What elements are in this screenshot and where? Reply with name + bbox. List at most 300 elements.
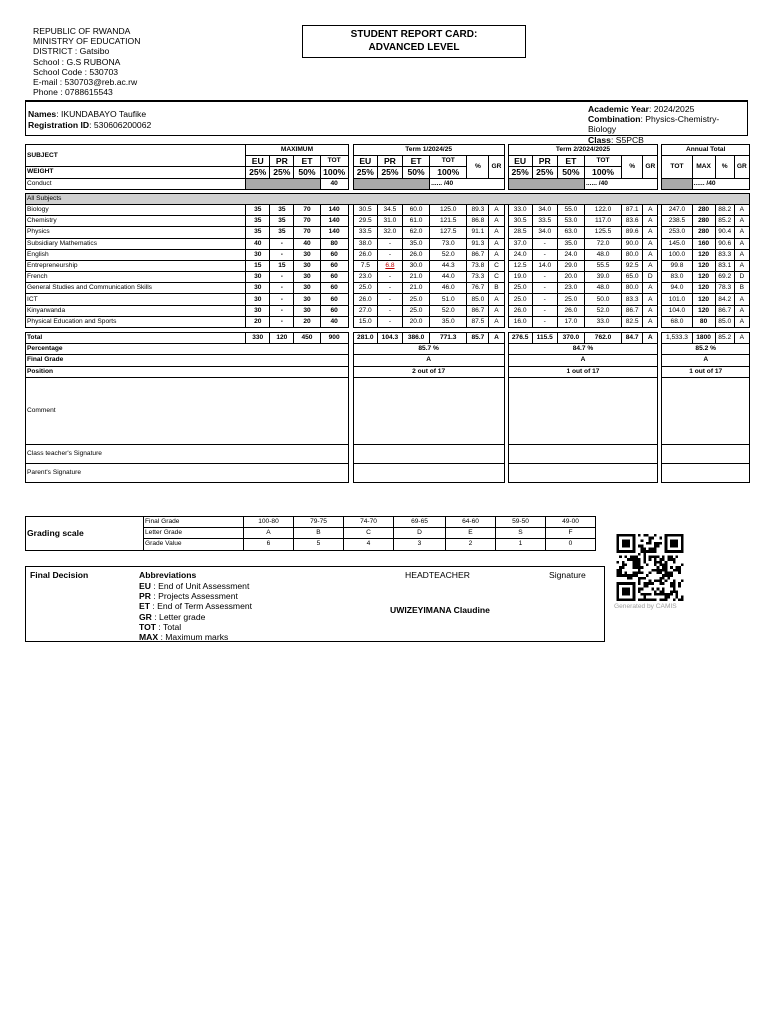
- term1-tot: 121.5: [430, 216, 467, 227]
- student-info-box: [25, 100, 748, 145]
- headteacher-label: HEADTEACHER: [405, 570, 470, 580]
- annual-max: 120: [692, 260, 715, 271]
- col-pct: %: [622, 156, 643, 178]
- term2-gr: A: [643, 249, 658, 260]
- weight-et: 50%: [557, 167, 584, 178]
- max-et: 20: [294, 316, 320, 327]
- total-t1-pct: 85.7: [467, 333, 489, 344]
- term2-tot: 117.0: [584, 216, 621, 227]
- all-subjects-label: All Subjects: [26, 193, 750, 204]
- term1-tot: 73.0: [430, 238, 467, 249]
- annual-gr: A: [734, 260, 749, 271]
- term1-tot: 127.5: [430, 227, 467, 238]
- weight-tot: 100%: [320, 167, 348, 178]
- final-decision-title: Final Decision: [30, 570, 89, 580]
- title-line1: STUDENT REPORT CARD:: [350, 29, 478, 40]
- term2-eu: 28.5: [508, 227, 532, 238]
- weight-pr: 25%: [532, 167, 557, 178]
- max-eu: 30: [246, 249, 270, 260]
- grading-cell: 69-65: [394, 517, 446, 528]
- term1-tot: 44.3: [430, 260, 467, 271]
- max-et: 30: [294, 272, 320, 283]
- percentage-label: Percentage: [26, 344, 349, 355]
- grading-cell: 0: [546, 539, 596, 550]
- term1-eu: 23.0: [353, 272, 377, 283]
- max-pr: -: [270, 249, 294, 260]
- max-et: 30: [294, 260, 320, 271]
- term1-eu: 26.0: [353, 249, 377, 260]
- max-et: 30: [294, 249, 320, 260]
- term1-eu: 30.5: [353, 204, 377, 215]
- term1-header: Term 1/2024/25: [353, 145, 504, 156]
- annual-max: 160: [692, 238, 715, 249]
- total-t1-tot: 771.3: [430, 333, 467, 344]
- total-max-et: 450: [294, 333, 320, 344]
- term1-gr: C: [489, 272, 504, 283]
- annual-max: 120: [692, 249, 715, 260]
- max-pr: -: [270, 294, 294, 305]
- annual-pct: 90.4: [715, 227, 734, 238]
- col-eu: EU: [353, 156, 377, 167]
- term2-pr: -: [532, 238, 557, 249]
- term1-pct: 85.0: [467, 294, 489, 305]
- conduct-term2: ...... /40: [584, 178, 657, 189]
- final-grade-label: Final Grade: [26, 355, 349, 366]
- term1-et: 60.0: [403, 204, 430, 215]
- grading-scale-table: [25, 516, 596, 551]
- max-eu: 30: [246, 272, 270, 283]
- term1-pct: 86.7: [467, 249, 489, 260]
- col-gr: GR: [734, 156, 749, 178]
- term1-pr: -: [377, 272, 402, 283]
- term2-gr: A: [643, 216, 658, 227]
- max-tot: 60: [320, 249, 348, 260]
- term2-eu: 16.0: [508, 316, 532, 327]
- annual-tot: 247.0: [662, 204, 692, 215]
- max-eu: 30: [246, 305, 270, 316]
- term2-eu: 25.0: [508, 294, 532, 305]
- term1-tot: 125.0: [430, 204, 467, 215]
- term1-et: 25.0: [403, 305, 430, 316]
- weight-tot: 100%: [430, 167, 467, 178]
- term1-tot: 52.0: [430, 249, 467, 260]
- total-annual-tot: 1,533.3: [662, 333, 692, 344]
- annual-pct: 85.2: [715, 216, 734, 227]
- total-t2-pct: 84.7: [622, 333, 643, 344]
- col-et: ET: [403, 156, 430, 167]
- term2-gr: A: [643, 238, 658, 249]
- school-code: School Code : 530703: [33, 66, 119, 77]
- abbreviation-item: GR : Letter grade: [139, 611, 206, 622]
- max-pr: 35: [270, 216, 294, 227]
- term2-pct: 80.0: [622, 249, 643, 260]
- max-tot: 60: [320, 294, 348, 305]
- position-term1: 2 out of 17: [353, 366, 504, 377]
- term1-et: 35.0: [403, 238, 430, 249]
- weight-tot: 100%: [584, 167, 621, 178]
- grading-cell: 4: [344, 539, 394, 550]
- term2-et: 53.0: [557, 216, 584, 227]
- grading-cell: 3: [394, 539, 446, 550]
- weight-label: WEIGHT: [26, 167, 246, 178]
- term2-et: 29.0: [557, 260, 584, 271]
- term2-pr: 34.0: [532, 227, 557, 238]
- term2-pr: -: [532, 272, 557, 283]
- term1-pr: -: [377, 238, 402, 249]
- subject-name: General Studies and Communication Skills: [26, 283, 246, 294]
- total-annual-gr: A: [734, 333, 749, 344]
- subject-name: English: [26, 249, 246, 260]
- annual-max: 120: [692, 272, 715, 283]
- term1-et: 21.0: [403, 283, 430, 294]
- max-tot: 140: [320, 227, 348, 238]
- position-term2: 1 out of 17: [508, 366, 658, 377]
- grading-cell: 49-00: [546, 517, 596, 528]
- annual-max: 280: [692, 227, 715, 238]
- term2-eu: 24.0: [508, 249, 532, 260]
- grading-cell: E: [446, 528, 496, 539]
- annual-pct: 85.0: [715, 316, 734, 327]
- term2-pr: -: [532, 283, 557, 294]
- annual-pct: 90.6: [715, 238, 734, 249]
- weight-et: 50%: [294, 167, 320, 178]
- country: REPUBLIC OF RWANDA: [33, 26, 131, 36]
- term2-pr: 33.5: [532, 216, 557, 227]
- subject-row: [26, 283, 750, 294]
- annual-gr: D: [734, 272, 749, 283]
- col-max: MAX: [692, 156, 715, 178]
- term1-pr: -: [377, 305, 402, 316]
- academic-year: Academic Year: 2024/2025: [588, 104, 695, 114]
- max-pr: -: [270, 305, 294, 316]
- total-t1-eu: 281.0: [353, 333, 377, 344]
- term1-gr: A: [489, 249, 504, 260]
- total-annual-pct: 85.2: [715, 333, 734, 344]
- annual-gr: A: [734, 227, 749, 238]
- term2-pr: -: [532, 316, 557, 327]
- term2-gr: A: [643, 294, 658, 305]
- total-t1-pr: 104.3: [377, 333, 402, 344]
- term1-eu: 25.0: [353, 283, 377, 294]
- subject-name: Chemistry: [26, 216, 246, 227]
- term1-gr: A: [489, 294, 504, 305]
- ministry: MINISTRY OF EDUCATION: [33, 36, 141, 47]
- term2-et: 63.0: [557, 227, 584, 238]
- grading-cell: A: [244, 528, 294, 539]
- total-t2-pr: 115.5: [532, 333, 557, 344]
- term2-et: 20.0: [557, 272, 584, 283]
- term2-pr: -: [532, 294, 557, 305]
- max-eu: 40: [246, 238, 270, 249]
- term1-pct: 86.7: [467, 305, 489, 316]
- max-tot: 140: [320, 216, 348, 227]
- parent-signature-annual: [662, 463, 750, 482]
- subject-name: Physical Education and Sports: [26, 316, 246, 327]
- term2-pct: 92.5: [622, 260, 643, 271]
- school-email: E-mail : 530703@reb.ac.rw: [33, 77, 138, 88]
- annual-pct: 83.3: [715, 249, 734, 260]
- term1-pr: 34.5: [377, 204, 402, 215]
- col-gr: GR: [643, 156, 658, 178]
- annual-tot: 94.0: [662, 283, 692, 294]
- max-eu: 30: [246, 294, 270, 305]
- term2-pct: 82.5: [622, 316, 643, 327]
- conduct-label: Conduct: [26, 178, 246, 189]
- term2-pct: 90.0: [622, 238, 643, 249]
- annual-gr: A: [734, 316, 749, 327]
- annual-gr: A: [734, 204, 749, 215]
- term2-et: 17.0: [557, 316, 584, 327]
- subject-row: [26, 272, 750, 283]
- annual-gr: A: [734, 216, 749, 227]
- term2-eu: 26.0: [508, 305, 532, 316]
- term1-pr: 6.8: [377, 260, 402, 271]
- annual-pct: 69.2: [715, 272, 734, 283]
- term2-pct: 83.6: [622, 216, 643, 227]
- max-et: 70: [294, 227, 320, 238]
- col-et: ET: [557, 156, 584, 167]
- term2-tot: 33.0: [584, 316, 621, 327]
- teacher-signature-annual: [662, 444, 750, 463]
- grading-cell: 79-75: [294, 517, 344, 528]
- grading-cell: 74-70: [344, 517, 394, 528]
- col-eu: EU: [246, 156, 270, 167]
- term2-et: 55.0: [557, 204, 584, 215]
- max-et: 70: [294, 204, 320, 215]
- term1-pct: 76.7: [467, 283, 489, 294]
- subject-name: Subsidiary Mathematics: [26, 238, 246, 249]
- qr-code: [614, 534, 686, 601]
- term2-et: 24.0: [557, 249, 584, 260]
- term1-et: 26.0: [403, 249, 430, 260]
- annual-tot: 100.0: [662, 249, 692, 260]
- total-max-eu: 330: [246, 333, 270, 344]
- grading-cell: 64-60: [446, 517, 496, 528]
- term2-eu: 12.5: [508, 260, 532, 271]
- grading-row-label: Final Grade: [144, 517, 244, 528]
- term2-pct: 89.6: [622, 227, 643, 238]
- term1-pr: -: [377, 283, 402, 294]
- col-tot: TOT: [662, 156, 692, 178]
- max-tot: 140: [320, 204, 348, 215]
- conduct-term1: ...... /40: [430, 178, 504, 189]
- weight-et: 50%: [403, 167, 430, 178]
- term1-gr: A: [489, 238, 504, 249]
- term2-tot: 55.5: [584, 260, 621, 271]
- annual-tot: 101.0: [662, 294, 692, 305]
- max-pr: 15: [270, 260, 294, 271]
- term1-gr: C: [489, 260, 504, 271]
- term2-gr: D: [643, 272, 658, 283]
- max-et: 70: [294, 216, 320, 227]
- annual-gr: A: [734, 305, 749, 316]
- annual-tot: 99.8: [662, 260, 692, 271]
- school-name: School : G.S RUBONA: [33, 56, 121, 67]
- comment-label: Comment: [26, 377, 349, 444]
- annual-pct: 88.2: [715, 204, 734, 215]
- col-pr: PR: [532, 156, 557, 167]
- subject-name: Biology: [26, 204, 246, 215]
- term2-header: Term 2/2024/2025: [508, 145, 658, 156]
- final-grade-term1: A: [353, 355, 504, 366]
- class-name: Class: S5PCB: [588, 134, 644, 145]
- grading-cell: 5: [294, 539, 344, 550]
- annual-max: 280: [692, 204, 715, 215]
- grading-scale-title: Grading scale: [26, 517, 144, 551]
- subject-row: [26, 260, 750, 271]
- term1-pct: 91.1: [467, 227, 489, 238]
- term2-pct: 87.1: [622, 204, 643, 215]
- max-pr: 35: [270, 227, 294, 238]
- term2-tot: 50.0: [584, 294, 621, 305]
- term2-eu: 37.0: [508, 238, 532, 249]
- term2-eu: 33.0: [508, 204, 532, 215]
- col-tot: TOT: [320, 156, 348, 167]
- term2-eu: 25.0: [508, 283, 532, 294]
- term2-eu: 30.5: [508, 216, 532, 227]
- term2-gr: A: [643, 316, 658, 327]
- abbreviation-item: TOT : Total: [139, 621, 182, 632]
- combination: Combination: Physics-Chemistry-Biology: [588, 114, 720, 135]
- marks-table: [25, 144, 750, 483]
- term1-tot: 44.0: [430, 272, 467, 283]
- term1-pr: 32.0: [377, 227, 402, 238]
- abbreviation-item: PR : Projects Assessment: [139, 591, 238, 602]
- term1-gr: A: [489, 305, 504, 316]
- term1-et: 61.0: [403, 216, 430, 227]
- term2-pr: -: [532, 249, 557, 260]
- total-max-tot: 900: [320, 333, 348, 344]
- col-tot: TOT: [430, 156, 467, 167]
- max-pr: -: [270, 272, 294, 283]
- comment-term1: [353, 377, 504, 444]
- max-tot: 60: [320, 272, 348, 283]
- term2-pr: 34.0: [532, 204, 557, 215]
- term1-pct: 86.8: [467, 216, 489, 227]
- annual-tot: 238.5: [662, 216, 692, 227]
- annual-tot: 104.0: [662, 305, 692, 316]
- term1-pct: 73.8: [467, 260, 489, 271]
- max-eu: 35: [246, 227, 270, 238]
- max-eu: 35: [246, 204, 270, 215]
- parent-signature-term1: [353, 463, 504, 482]
- term2-pct: 86.7: [622, 305, 643, 316]
- max-eu: 20: [246, 316, 270, 327]
- school-header: [33, 26, 140, 97]
- subject-name: French: [26, 272, 246, 283]
- annual-tot: 145.0: [662, 238, 692, 249]
- term1-pct: 73.3: [467, 272, 489, 283]
- col-et: ET: [294, 156, 320, 167]
- term1-eu: 33.5: [353, 227, 377, 238]
- term1-pct: 91.3: [467, 238, 489, 249]
- class-teacher-signature-label: Class teacher's Signature: [26, 444, 349, 463]
- term1-eu: 38.0: [353, 238, 377, 249]
- district: DISTRICT : Gatsibo: [33, 46, 110, 57]
- conduct-max: 40: [320, 178, 348, 189]
- term2-tot: 39.0: [584, 272, 621, 283]
- total-label: Total: [26, 333, 246, 344]
- subject-name: Kinyarwanda: [26, 305, 246, 316]
- percentage-annual: 85.2 %: [662, 344, 750, 355]
- annual-gr: A: [734, 294, 749, 305]
- weight-pr: 25%: [377, 167, 402, 178]
- subject-header: SUBJECT: [26, 145, 246, 167]
- annual-max: 120: [692, 294, 715, 305]
- term2-gr: A: [643, 305, 658, 316]
- parent-signature-label: Parent's Signature: [26, 463, 349, 482]
- student-names: Names: IKUNDABAYO Taufike: [28, 109, 147, 119]
- term1-pr: -: [377, 316, 402, 327]
- term1-gr: A: [489, 316, 504, 327]
- term1-gr: A: [489, 216, 504, 227]
- annual-max: 80: [692, 316, 715, 327]
- term2-tot: 52.0: [584, 305, 621, 316]
- annual-pct: 78.3: [715, 283, 734, 294]
- abbreviations-list: [139, 581, 252, 642]
- col-pct: %: [715, 156, 734, 178]
- term2-et: 25.0: [557, 294, 584, 305]
- max-tot: 60: [320, 260, 348, 271]
- weight-pr: 25%: [270, 167, 294, 178]
- term1-pr: -: [377, 294, 402, 305]
- annual-pct: 86.7: [715, 305, 734, 316]
- title-line2: ADVANCED LEVEL: [368, 42, 460, 53]
- term2-gr: A: [643, 260, 658, 271]
- subject-row: [26, 216, 750, 227]
- grading-cell: 100-80: [244, 517, 294, 528]
- final-decision-box: [25, 566, 605, 642]
- conduct-annual: ...... /40: [692, 178, 749, 189]
- percentage-term1: 85.7 %: [353, 344, 504, 355]
- term1-gr: B: [489, 283, 504, 294]
- term1-pr: 31.0: [377, 216, 402, 227]
- max-pr: -: [270, 316, 294, 327]
- weight-eu: 25%: [508, 167, 532, 178]
- total-max-pr: 120: [270, 333, 294, 344]
- subject-name: Physics: [26, 227, 246, 238]
- grading-cell: F: [546, 528, 596, 539]
- total-t2-et: 370.0: [557, 333, 584, 344]
- term1-eu: 26.0: [353, 294, 377, 305]
- max-et: 30: [294, 294, 320, 305]
- term2-et: 23.0: [557, 283, 584, 294]
- term1-eu: 15.0: [353, 316, 377, 327]
- total-t2-tot: 762.0: [584, 333, 621, 344]
- term2-pct: 80.0: [622, 283, 643, 294]
- term2-et: 26.0: [557, 305, 584, 316]
- max-et: 30: [294, 283, 320, 294]
- total-annual-max: 1800: [692, 333, 715, 344]
- term2-tot: 48.0: [584, 249, 621, 260]
- term2-pr: 14.0: [532, 260, 557, 271]
- position-label: Position: [26, 366, 349, 377]
- grading-cell: 1: [496, 539, 546, 550]
- term2-tot: 72.0: [584, 238, 621, 249]
- annual-max: 280: [692, 216, 715, 227]
- grading-cell: D: [394, 528, 446, 539]
- subject-row: [26, 249, 750, 260]
- max-tot: 60: [320, 283, 348, 294]
- term2-pr: -: [532, 305, 557, 316]
- term1-et: 21.0: [403, 272, 430, 283]
- max-tot: 60: [320, 305, 348, 316]
- weight-eu: 25%: [353, 167, 377, 178]
- annual-gr: B: [734, 283, 749, 294]
- signature-label: Signature: [549, 570, 586, 580]
- col-pct: %: [467, 156, 489, 178]
- final-grade-term2: A: [508, 355, 658, 366]
